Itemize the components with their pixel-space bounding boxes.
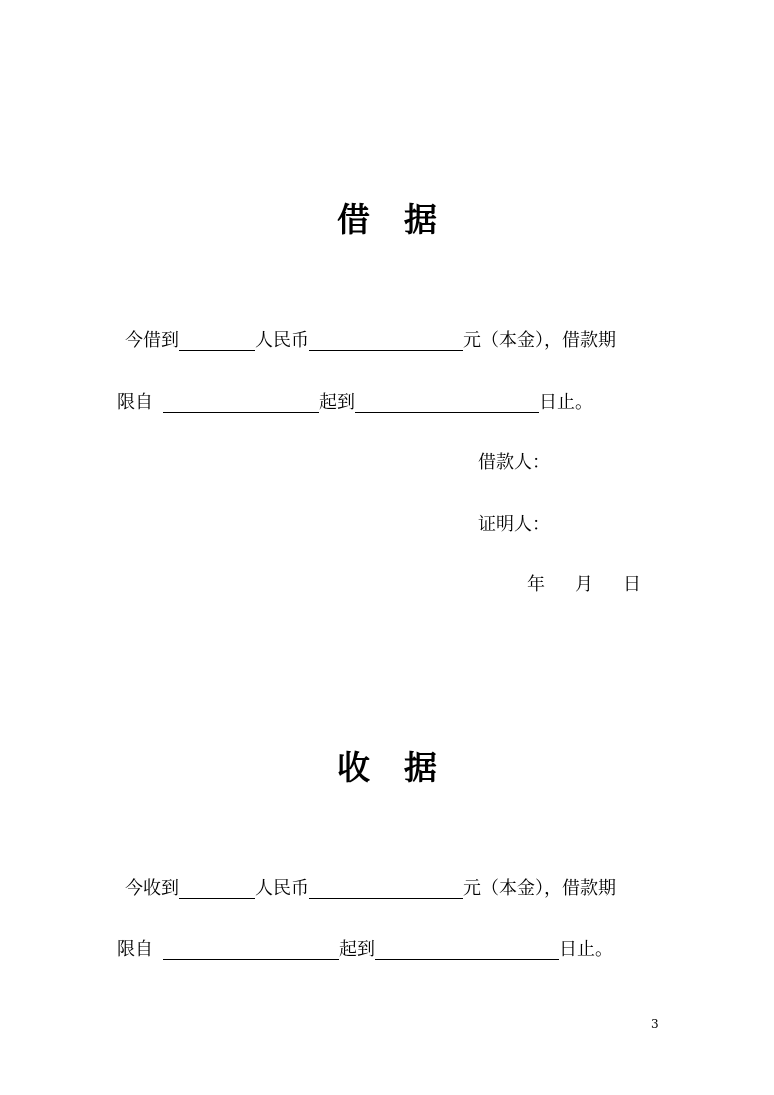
receipt-line2-prefix: 限自: [117, 939, 153, 960]
receipt-line-2: [117, 938, 613, 962]
loan-line2-suffix: 日止。: [539, 392, 593, 413]
loan-title-char2: 据: [404, 200, 437, 239]
lender-name-blank[interactable]: [179, 330, 255, 351]
receipt-line1-prefix: 今收到: [125, 878, 179, 899]
date-year-label: 年: [527, 574, 545, 595]
loan-line1-suffix: 元（本金），借款期: [463, 330, 616, 351]
loan-line2-mid: 起到: [319, 392, 355, 413]
receipt-line1-mid: 人民币: [255, 878, 309, 899]
receipt-title-char1: 收: [337, 748, 370, 787]
loan-amount-blank[interactable]: [309, 330, 463, 351]
loan-end-date-blank[interactable]: [355, 392, 539, 413]
receipt-line2-mid: 起到: [339, 939, 375, 960]
witness-label: 证明人：: [478, 514, 550, 535]
receipt-line-1: [125, 877, 616, 901]
receipt-start-date-blank[interactable]: [163, 939, 339, 960]
loan-line2-prefix: 限自: [117, 392, 153, 413]
receipt-end-date-blank[interactable]: [375, 939, 559, 960]
borrower-label: 借款人：: [478, 452, 550, 473]
receipt-line1-suffix: 元（本金），借款期: [463, 878, 616, 899]
loan-line1-prefix: 今借到: [125, 330, 179, 351]
loan-start-date-blank[interactable]: [163, 392, 319, 413]
loan-line-1: [125, 329, 616, 353]
receipt-amount-blank[interactable]: [309, 878, 463, 899]
date-month-label: 月: [575, 574, 593, 595]
loan-title: [337, 200, 437, 240]
loan-date-row: [527, 573, 641, 597]
receipt-title: [337, 748, 437, 788]
loan-line1-mid: 人民币: [255, 330, 309, 351]
date-day-label: 日: [623, 574, 641, 595]
page-number: 3: [651, 1017, 659, 1031]
receipt-title-char2: 据: [404, 748, 437, 787]
loan-title-char1: 借: [337, 200, 370, 239]
receipt-line2-suffix: 日止。: [559, 939, 613, 960]
loan-line-2: [117, 391, 593, 415]
payer-name-blank[interactable]: [179, 878, 255, 899]
